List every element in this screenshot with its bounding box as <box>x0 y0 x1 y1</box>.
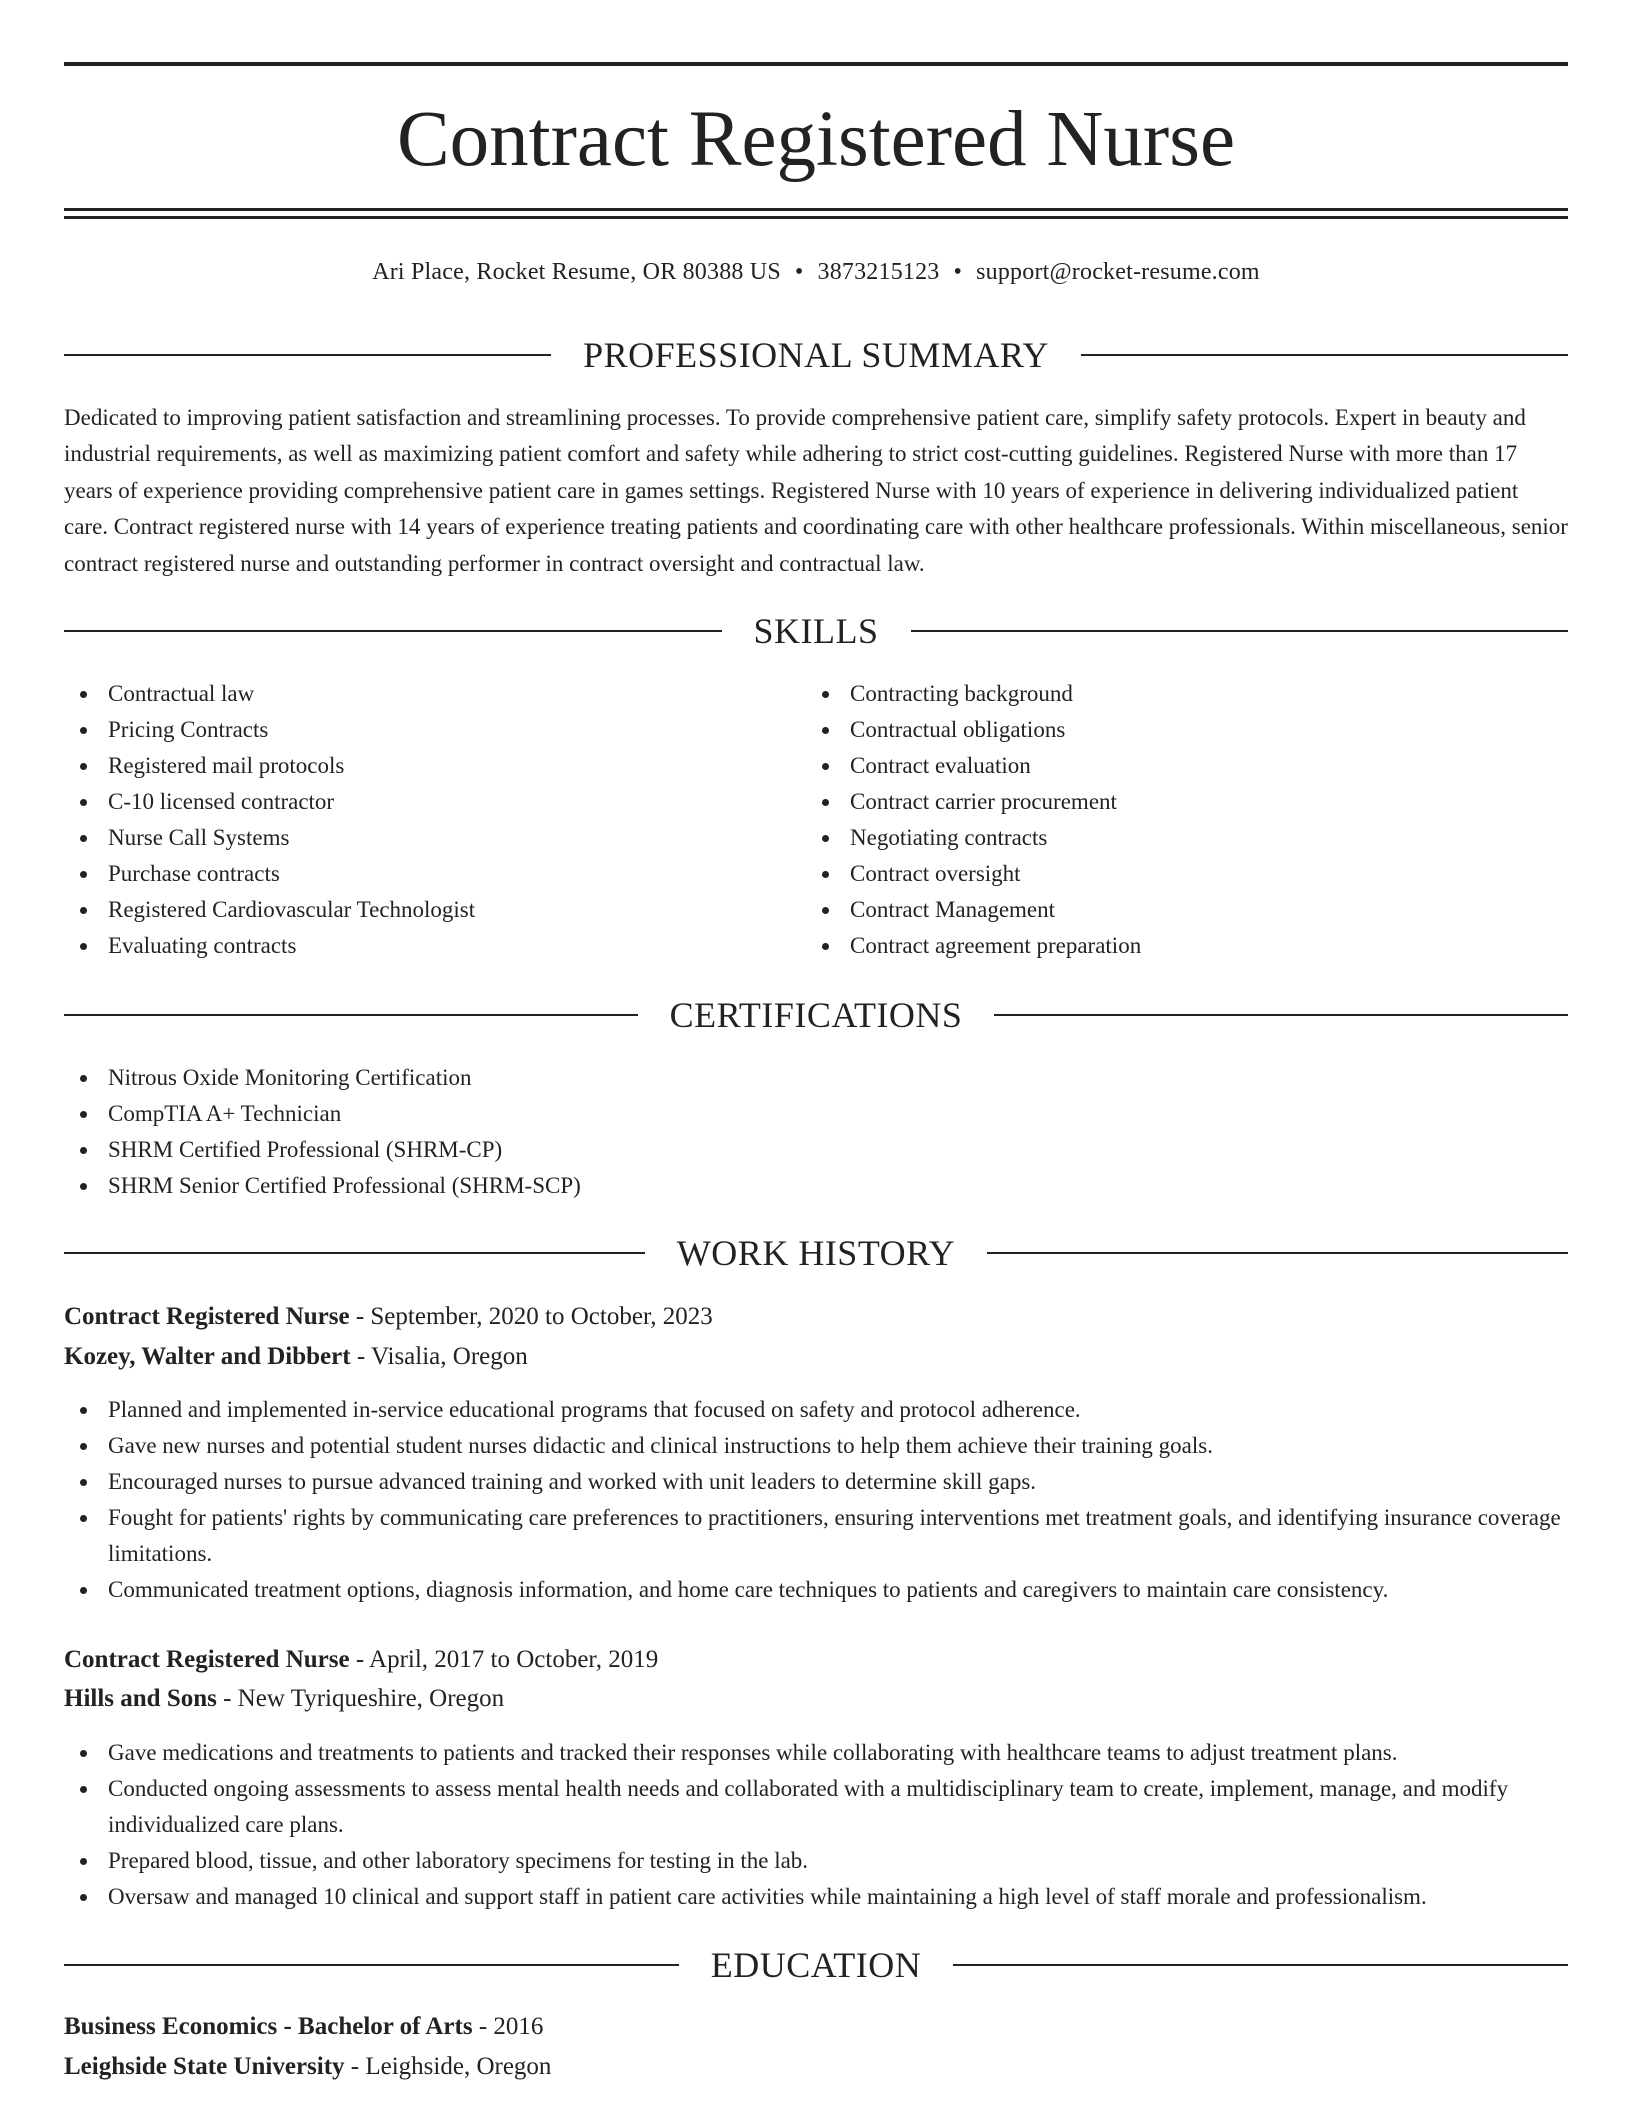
heading-rule <box>64 630 722 632</box>
education-school-line <box>64 2048 551 2086</box>
job-1-bullets <box>64 1392 1568 1608</box>
section-heading-work <box>64 1228 1568 1278</box>
skill-item: Negotiating contracts <box>806 820 1546 856</box>
skill-item: Purchase contracts <box>64 856 804 892</box>
section-heading-education <box>64 1940 1568 1990</box>
certification-item: SHRM Senior Certified Professional (SHRM-SCP) <box>64 1168 1568 1204</box>
skill-item: Contract oversight <box>806 856 1546 892</box>
section-heading-summary <box>64 330 1568 380</box>
education-degree: Business Economics - Bachelor of Arts <box>64 2013 473 2040</box>
skills-list-left <box>64 676 804 964</box>
certifications-list <box>64 1060 1568 1204</box>
job-bullet: Oversaw and managed 10 clinical and support staff in patient care activities while maintaining a high level of staff morale and professionalism. <box>64 1879 1568 1915</box>
top-rule <box>64 62 1568 66</box>
job-company: Hills and Sons <box>64 1685 217 1712</box>
heading-rule <box>994 1014 1568 1016</box>
job-dates: - September, 2020 to October, 2023 <box>349 1303 713 1330</box>
heading-rule <box>953 1964 1568 1966</box>
heading-rule <box>64 1964 679 1966</box>
skill-item: Contracting background <box>806 676 1546 712</box>
skill-item: Nurse Call Systems <box>64 820 804 856</box>
title-rule-upper <box>64 208 1568 211</box>
skill-item: Contract carrier procurement <box>806 784 1546 820</box>
job-2-company-line <box>64 1680 504 1718</box>
section-heading-label: CERTIFICATIONS <box>669 995 963 1035</box>
heading-rule <box>987 1252 1568 1254</box>
job-title: Contract Registered Nurse <box>64 1646 350 1673</box>
heading-rule <box>64 1014 638 1016</box>
section-heading-skills <box>64 606 1568 656</box>
job-location: - New Tyriqueshire, Oregon <box>216 1685 505 1712</box>
job-bullet: Communicated treatment options, diagnosis information, and home care techniques to patients and caregivers to maintain care consistency. <box>64 1572 1568 1608</box>
contact-separator: • <box>794 259 804 285</box>
education-degree-line <box>64 2008 543 2046</box>
certification-item: CompTIA A+ Technician <box>64 1096 1568 1132</box>
job-bullet: Planned and implemented in-service educational programs that focused on safety and protocol adherence. <box>64 1392 1568 1428</box>
contact-separator: • <box>953 259 963 285</box>
resume-title: Contract Registered Nurse <box>396 96 1236 183</box>
job-1-company-line <box>64 1338 528 1376</box>
job-title: Contract Registered Nurse <box>64 1303 350 1330</box>
skill-item: Contractual obligations <box>806 712 1546 748</box>
education-school: Leighside State University <box>64 2053 345 2080</box>
education-year: - 2016 <box>472 2013 544 2040</box>
summary-text: Dedicated to improving patient satisfaction and streamlining processes. To provide comprehensive patient care, simplify safety protocols. Expert in beauty and industrial requirements, as well as maximizing patient comfort and safety while adhering to strict cost-cutting guidelines. Registered Nurse with more than 17 years of experience providing comprehensive patient care in games settings. Registered Nurse with 10 years of experience in delivering individualized patient care. Contract registered nurse with 14 years of experience treating patients and coordinating care with other healthcare professionals. Within miscellaneous, senior contract registered nurse and outstanding performer in contract oversight and contractual law. <box>64 405 1568 576</box>
skill-item: Registered Cardiovascular Technologist <box>64 892 804 928</box>
job-dates: - April, 2017 to October, 2019 <box>349 1646 659 1673</box>
certification-item: SHRM Certified Professional (SHRM-CP) <box>64 1132 1568 1168</box>
skill-item: Evaluating contracts <box>64 928 804 964</box>
skill-item: Registered mail protocols <box>64 748 804 784</box>
heading-rule <box>1081 354 1568 356</box>
job-bullet: Conducted ongoing assessments to assess mental health needs and collaborated with a multidisciplinary team to create, implement, manage, and modify individualized care plans. <box>64 1771 1568 1843</box>
section-heading-label: PROFESSIONAL SUMMARY <box>583 335 1049 375</box>
skill-item: Contractual law <box>64 676 804 712</box>
section-heading-label: WORK HISTORY <box>676 1233 956 1273</box>
job-location: - Visalia, Oregon <box>350 1343 528 1370</box>
title-rule-lower <box>64 216 1568 219</box>
contact-email: support@rocket-resume.com <box>976 259 1260 285</box>
skill-item: Pricing Contracts <box>64 712 804 748</box>
skill-item: C-10 licensed contractor <box>64 784 804 820</box>
skill-item: Contract agreement preparation <box>806 928 1546 964</box>
certification-item: Nitrous Oxide Monitoring Certification <box>64 1060 1568 1096</box>
job-bullet: Prepared blood, tissue, and other laboratory specimens for testing in the lab. <box>64 1843 1568 1879</box>
education-location: - Leighside, Oregon <box>344 2053 552 2080</box>
section-heading-certifications <box>64 990 1568 1040</box>
skills-list-right <box>806 676 1546 964</box>
job-bullet: Gave new nurses and potential student nurses didactic and clinical instructions to help them achieve their training goals. <box>64 1428 1568 1464</box>
job-bullet: Gave medications and treatments to patients and tracked their responses while collaborating with healthcare teams to adjust treatment plans. <box>64 1735 1568 1771</box>
section-heading-label: EDUCATION <box>710 1945 922 1985</box>
job-2-bullets <box>64 1735 1568 1915</box>
heading-rule <box>911 630 1569 632</box>
contact-line <box>64 254 1568 290</box>
heading-rule <box>64 354 551 356</box>
job-bullet: Encouraged nurses to pursue advanced training and worked with unit leaders to determine skill gaps. <box>64 1464 1568 1500</box>
job-company: Kozey, Walter and Dibbert <box>64 1343 351 1370</box>
section-heading-label: SKILLS <box>753 611 879 651</box>
job-bullet: Fought for patients' rights by communicating care preferences to practitioners, ensuring interventions met treatment goals, and identifying insurance coverage limitations. <box>64 1500 1568 1572</box>
job-1-title-line <box>64 1298 713 1336</box>
heading-rule <box>64 1252 645 1254</box>
contact-phone: 3873215123 <box>817 259 940 285</box>
contact-address: Ari Place, Rocket Resume, OR 80388 US <box>372 259 781 285</box>
skill-item: Contract evaluation <box>806 748 1546 784</box>
skill-item: Contract Management <box>806 892 1546 928</box>
job-2-title-line <box>64 1641 658 1679</box>
